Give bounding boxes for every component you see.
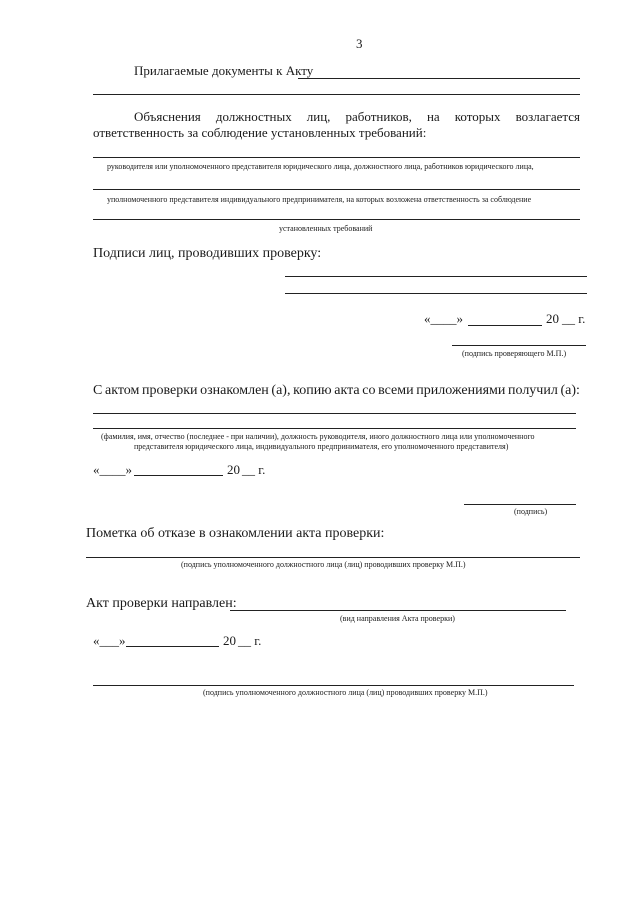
- explanations-word: лиц,: [306, 109, 331, 124]
- explanations-text-line-2: ответственность за соблюдение установленных требований:: [93, 125, 427, 140]
- inspector-signature-line-1: [285, 276, 587, 277]
- explanations-text-line-1: [134, 109, 580, 125]
- refusal-line: [86, 557, 580, 558]
- inspectors-date-suffix: __ г.: [562, 311, 586, 326]
- sent-signature-caption: (подпись уполномоченного должностного лица (лиц) проводивших проверку М.П.): [203, 688, 488, 697]
- explanations-caption-3: установленных требований: [279, 224, 373, 233]
- explanations-line-2: [93, 189, 580, 190]
- inspectors-date-year: 20: [546, 311, 559, 326]
- acquainted-word: актом: [104, 383, 140, 398]
- acquainted-word: акта: [334, 383, 360, 398]
- acquainted-word: всеми: [378, 383, 414, 398]
- inspectors-label: Подписи лиц, проводивших проверку:: [93, 246, 322, 261]
- attached-docs-label: Прилагаемые документы к Акту: [134, 63, 314, 78]
- explanations-caption-2: уполномоченного представителя индивидуального предпринимателя, на которых возложена ответственность за соблюдение: [107, 195, 532, 204]
- acquainted-date-month-line: [134, 475, 223, 476]
- acquainted-word: проверки: [141, 383, 198, 398]
- acquainted-caption-2: представителя юридического лица, индивидуального предпринимателя, его уполномоченного представителя): [134, 442, 509, 451]
- explanations-word: на: [426, 109, 440, 124]
- acquainted-date-open: «____»: [93, 462, 132, 477]
- attached-docs-line-2: [93, 94, 580, 95]
- acquainted-text: [93, 383, 580, 399]
- explanations-word: Объяснения: [134, 109, 201, 124]
- acquainted-word: (а):: [560, 383, 580, 398]
- sent-signature-line: [93, 685, 574, 686]
- acquainted-line-1: [93, 413, 576, 414]
- page-number: 3: [356, 36, 363, 51]
- sent-label: Акт проверки направлен:: [86, 596, 237, 611]
- sent-date-open: «___»: [93, 633, 126, 648]
- sent-date-year: 20: [223, 633, 236, 648]
- refusal-label: Пометка об отказе в ознакомлении акта проверки:: [86, 526, 385, 541]
- acquainted-signature-line: [464, 504, 576, 505]
- acquainted-word: (а),: [271, 383, 291, 398]
- explanations-word: работников,: [345, 109, 412, 124]
- sent-method-caption: (вид направления Акта проверки): [340, 614, 455, 623]
- inspectors-date-open: «____»: [424, 311, 463, 326]
- acquainted-caption-1: (фамилия, имя, отчество (последнее - при наличии), должность руководителя, иного должностного лица или уполномоченного: [101, 432, 535, 441]
- acquainted-signature-caption: (подпись): [514, 507, 548, 516]
- explanations-caption-1: руководителя или уполномоченного представителя юридического лица, должностного лица, работников юридического лица,: [107, 162, 534, 171]
- inspector-stamp-caption: (подпись проверяющего М.П.): [462, 349, 567, 358]
- acquainted-word: С: [93, 383, 103, 398]
- explanations-line-3: [93, 219, 580, 220]
- refusal-caption: (подпись уполномоченного должностного лица (лиц) проводивших проверку М.П.): [181, 560, 466, 569]
- explanations-word: должностных: [215, 109, 292, 124]
- attached-docs-line-1: [298, 78, 580, 79]
- explanations-word: возлагается: [515, 109, 580, 124]
- sent-date-month-line: [126, 646, 219, 647]
- inspector-stamp-line: [452, 345, 586, 346]
- acquainted-word: ознакомлен: [200, 383, 269, 398]
- acquainted-date-year: 20: [227, 462, 240, 477]
- acquainted-word: приложениями: [416, 383, 506, 398]
- acquainted-word: получил: [508, 383, 558, 398]
- acquainted-word: со: [362, 383, 376, 398]
- explanations-word: которых: [454, 109, 501, 124]
- sent-method-line: [230, 610, 566, 611]
- acquainted-word: копию: [293, 383, 332, 398]
- inspector-signature-line-2: [285, 293, 587, 294]
- explanations-line-1: [93, 157, 580, 158]
- inspectors-date-month-line: [468, 325, 542, 326]
- sent-date-suffix: __ г.: [238, 633, 262, 648]
- acquainted-line-2: [93, 428, 576, 429]
- acquainted-date-suffix: __ г.: [242, 462, 266, 477]
